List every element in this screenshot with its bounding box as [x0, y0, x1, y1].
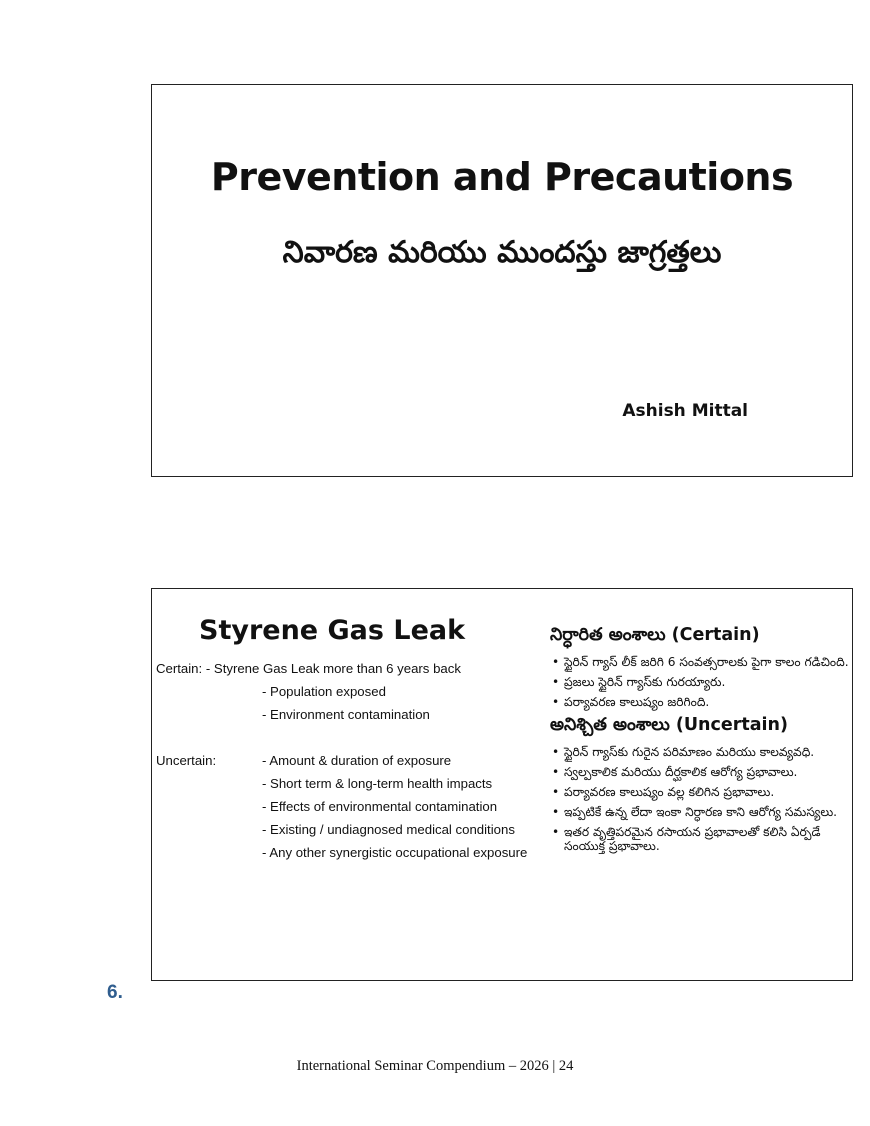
slide-subtitle-telugu: నివారణ మరియు ముందస్తు జాగ్రత్తలు	[282, 235, 722, 270]
certain-item: - Environment contamination	[262, 707, 430, 722]
slide-title: Prevention and Precautions	[210, 155, 794, 199]
list-item: • పర్యావరణ కాలుష్యం వల్ల కలిగిన ప్రభావాలు.	[550, 785, 850, 799]
list-item: • స్టైరిన్ గ్యాస్‌కు గురైన పరిమాణం మరియు కాలవ్యవధి.	[550, 745, 850, 759]
slide-styrene-gas-leak	[151, 588, 853, 981]
uncertain-label: Uncertain:	[156, 753, 217, 768]
uncertain-item: - Effects of environmental contamination	[262, 799, 498, 814]
slide-title-card	[151, 84, 853, 477]
uncertain-item: - Short term & long-term health impacts	[262, 776, 493, 791]
certain-item: - Population exposed	[262, 684, 386, 699]
page-footer: International Seminar Compendium – 2026 | 24	[296, 1058, 574, 1074]
uncertain-item: - Any other synergistic occupational exposure	[262, 845, 528, 860]
uncertain-item: - Amount & duration of exposure	[262, 753, 452, 768]
telugu-column	[550, 625, 850, 859]
uncertain-list-telugu	[550, 745, 850, 853]
list-item: • ప్రజలు స్టైరిన్ గ్యాస్‌కు గురయ్యారు.	[550, 675, 850, 689]
uncertain-heading-telugu: అనిశ్చిత అంశాలు (Uncertain)	[550, 715, 789, 735]
certain-heading-telugu: నిర్ధారిత అంశాలు (Certain)	[550, 625, 760, 645]
slide-author: Ashish Mittal	[622, 401, 748, 421]
list-item: • పర్యావరణ కాలుష్యం జరిగింది.	[550, 695, 850, 709]
certain-label: Certain: - Styrene Gas Leak more than 6 years back	[156, 661, 461, 676]
list-item: • ఇతర వృత్తిపరమైన రసాయన ప్రభావాలతో కలిసి ఏర్పడే సంయుక్త ప్రభావాలు.	[550, 825, 850, 853]
certain-list-telugu	[550, 655, 850, 709]
uncertain-item: - Existing / undiagnosed medical conditions	[262, 822, 515, 837]
list-item: • స్వల్పకాలిక మరియు దీర్ఘకాలిక ఆరోగ్య ప్రభావాలు.	[550, 765, 850, 779]
list-item: • ఇప్పటికే ఉన్న లేదా ఇంకా నిర్ధారణ కాని ఆరోగ్య సమస్యలు.	[550, 805, 850, 819]
list-item: • స్టైరిన్ గ్యాస్ లీక్ జరిగి 6 సంవత్సరాలకు పైగా కాలం గడిచింది.	[550, 655, 850, 669]
slide-heading: Styrene Gas Leak	[199, 615, 466, 646]
section-number: 6.	[107, 982, 123, 1003]
